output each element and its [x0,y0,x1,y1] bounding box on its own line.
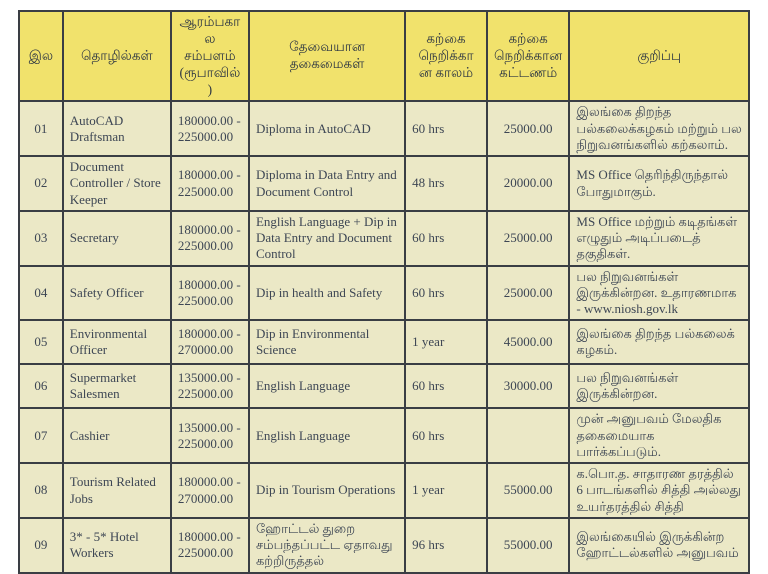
column-header-salary: ஆரம்பகால சம்பளம் (ரூபாவில்) [171,11,249,101]
cell-duration: 1 year [405,463,487,518]
cell-qualification: English Language [249,364,405,408]
cell-no: 03 [19,211,63,266]
cell-job: Safety Officer [63,266,171,321]
cell-note: முன் அனுபவம் மேலதிக தகைமையாக பார்க்கப்படும். [569,408,749,463]
cell-job: Supermarket Salesmen [63,364,171,408]
cell-no: 06 [19,364,63,408]
column-header-fee: கற்கை நெறிக்கான கட்டணம் [487,11,569,101]
table-row [19,211,749,266]
cell-qualification: English Language [249,408,405,463]
cell-qualification: ஹோட்டல் துறை சம்பந்தப்பட்ட ஏதாவது கற்றிருத்தல் [249,518,405,573]
cell-salary: 135000.00 - 225000.00 [171,364,249,408]
table-row [19,408,749,463]
cell-salary: 180000.00 - 270000.00 [171,463,249,518]
cell-no: 01 [19,101,63,156]
cell-fee: 55000.00 [487,518,569,573]
cell-no: 07 [19,408,63,463]
cell-salary: 180000.00 - 225000.00 [171,101,249,156]
header-row [19,11,749,101]
cell-job: Document Controller / Store Keeper [63,156,171,211]
cell-job: AutoCAD Draftsman [63,101,171,156]
cell-job: Environmental Officer [63,320,171,364]
cell-fee: 25000.00 [487,266,569,321]
cell-note: MS Office தெரிந்திருந்தால் போதுமாகும். [569,156,749,211]
cell-fee: 55000.00 [487,463,569,518]
cell-duration: 48 hrs [405,156,487,211]
column-header-duration: கற்கை நெறிக்கான காலம் [405,11,487,101]
cell-qualification: Dip in health and Safety [249,266,405,321]
jobs-table [18,10,750,574]
cell-job: 3* - 5* Hotel Workers [63,518,171,573]
cell-fee: 25000.00 [487,211,569,266]
cell-salary: 180000.00 - 270000.00 [171,320,249,364]
cell-no: 02 [19,156,63,211]
cell-job: Secretary [63,211,171,266]
cell-note: க.பொ.த. சாதாரண தரத்தில் 6 பாடங்களில் சித்தி அல்லது உயர்தரத்தில் சித்தி [569,463,749,518]
cell-duration: 60 hrs [405,408,487,463]
cell-salary: 180000.00 - 225000.00 [171,266,249,321]
table-row [19,364,749,408]
cell-duration: 96 hrs [405,518,487,573]
table-row [19,518,749,573]
table-row [19,101,749,156]
cell-note: பல நிறுவனங்கள் இருக்கின்றன. [569,364,749,408]
cell-fee: 20000.00 [487,156,569,211]
table-row [19,463,749,518]
cell-job: Cashier [63,408,171,463]
cell-qualification: English Language + Dip in Data Entry and Document Control [249,211,405,266]
cell-qualification: Dip in Environmental Science [249,320,405,364]
cell-qualification: Dip in Tourism Operations [249,463,405,518]
cell-qualification: Diploma in AutoCAD [249,101,405,156]
cell-duration: 60 hrs [405,101,487,156]
cell-duration: 60 hrs [405,266,487,321]
table-row [19,156,749,211]
cell-fee: 30000.00 [487,364,569,408]
column-header-note: குறிப்பு [569,11,749,101]
cell-fee: 45000.00 [487,320,569,364]
column-header-qualifications: தேவையான தகைமைகள் [249,11,405,101]
cell-note: இலங்கை திறந்த பல்கலைக்கழகம் மற்றும் பல நிறுவனங்களில் கற்கலாம். [569,101,749,156]
cell-job: Tourism Related Jobs [63,463,171,518]
cell-salary: 180000.00 - 225000.00 [171,518,249,573]
column-header-jobs: தொழில்கள் [63,11,171,101]
table-row [19,320,749,364]
cell-salary: 135000.00 - 225000.00 [171,408,249,463]
cell-no: 04 [19,266,63,321]
cell-note: MS Office மற்றும் கடிதங்கள் எழுதும் அடிப்படைத் தகுதிகள். [569,211,749,266]
table-row [19,266,749,321]
column-header-no: இல [19,11,63,101]
cell-no: 08 [19,463,63,518]
cell-duration: 1 year [405,320,487,364]
cell-note: பல நிறுவனங்கள் இருக்கின்றன. உதாரணமாக - www.niosh.gov.lk [569,266,749,321]
cell-salary: 180000.00 - 225000.00 [171,211,249,266]
cell-duration: 60 hrs [405,364,487,408]
cell-no: 09 [19,518,63,573]
cell-no: 05 [19,320,63,364]
cell-fee [487,408,569,463]
cell-qualification: Diploma in Data Entry and Document Control [249,156,405,211]
cell-duration: 60 hrs [405,211,487,266]
cell-note: இலங்கை திறந்த பல்கலைக் கழகம். [569,320,749,364]
cell-fee: 25000.00 [487,101,569,156]
cell-salary: 180000.00 - 225000.00 [171,156,249,211]
cell-note: இலங்கையில் இருக்கின்ற ஹோட்டல்களில் அனுபவம் [569,518,749,573]
